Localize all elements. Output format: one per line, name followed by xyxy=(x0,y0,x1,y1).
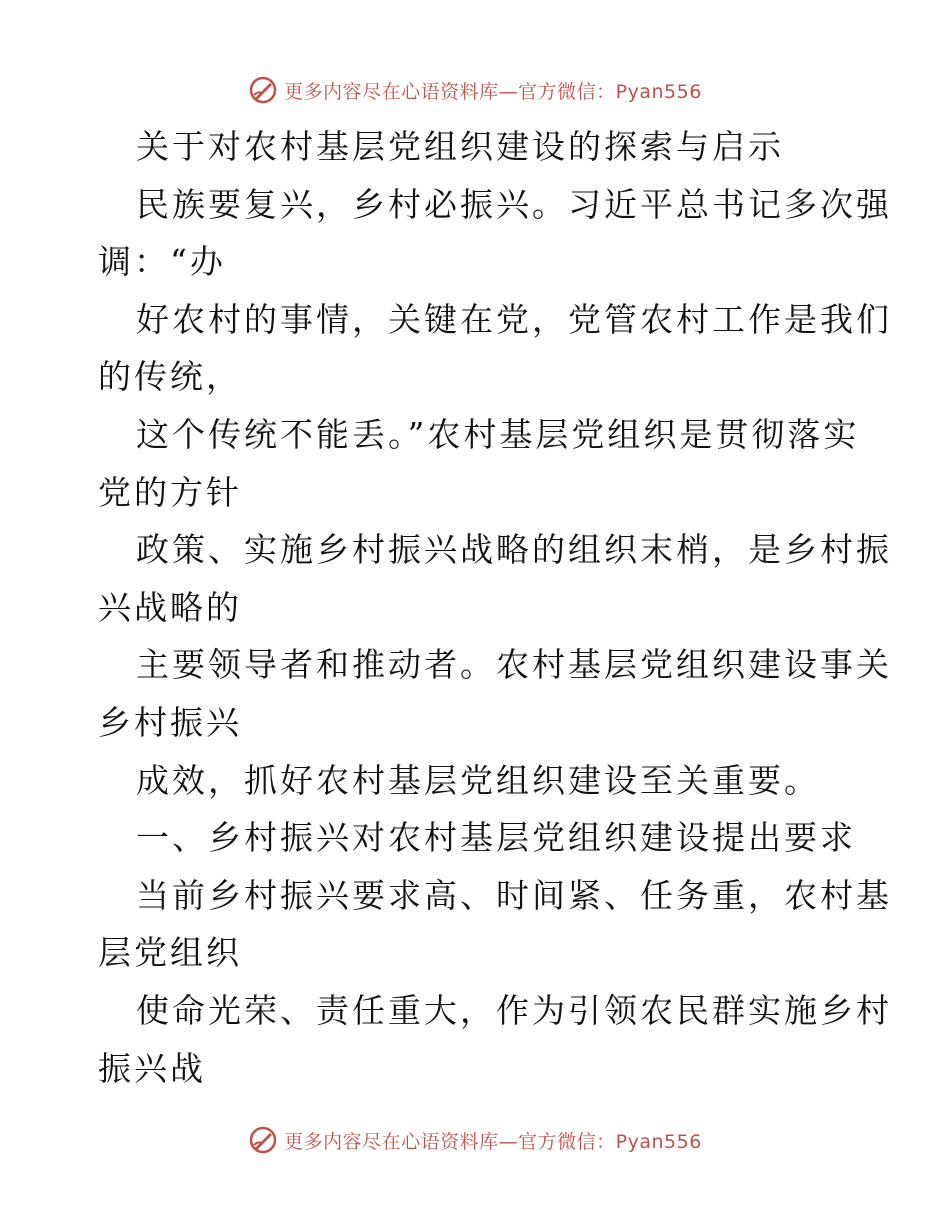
header-banner xyxy=(0,72,950,108)
quill-logo-icon xyxy=(248,75,278,105)
paragraph-line: 民族要复兴，乡村必振兴。习近平总书记多次强 xyxy=(136,184,892,224)
paragraph-line: 兴战略的 xyxy=(98,587,242,627)
paragraph-line: 的传统， xyxy=(98,357,242,397)
paragraph-line: 成效，抓好农村基层党组织建设至关重要。 xyxy=(136,760,820,800)
section-heading: 一、乡村振兴对农村基层党组织建设提出要求 xyxy=(136,818,856,858)
paragraph-line: 振兴战 xyxy=(98,1048,206,1088)
document-body xyxy=(98,118,892,1097)
footer-banner-text: 更多内容尽在心语资料库—官方微信：Pyan556 xyxy=(284,1130,702,1153)
footer-banner xyxy=(0,1122,950,1158)
paragraph-line: 调：“办 xyxy=(98,242,226,282)
paragraph-line: 政策、实施乡村振兴战略的组织末梢，是乡村振 xyxy=(136,530,892,570)
paragraph-line: 好农村的事情，关键在党，党管农村工作是我们 xyxy=(136,299,892,339)
paragraph-line: 当前乡村振兴要求高、时间紧、任务重，农村基 xyxy=(136,875,892,915)
header-banner-text: 更多内容尽在心语资料库—官方微信：Pyan556 xyxy=(284,80,702,103)
paragraph-line: 党的方针 xyxy=(98,472,242,512)
quill-logo-icon xyxy=(248,1125,278,1155)
paragraph-line: 使命光荣、责任重大，作为引领农民群实施乡村 xyxy=(136,990,892,1030)
document-title: 关于对农村基层党组织建设的探索与启示 xyxy=(136,127,784,166)
paragraph-line: 层党组织 xyxy=(98,933,242,973)
paragraph-line: 主要领导者和推动者。农村基层党组织建设事关 xyxy=(136,645,892,685)
paragraph-line: 乡村振兴 xyxy=(98,702,242,742)
paragraph-line: 这个传统不能丢。”农村基层党组织是贯彻落实 xyxy=(136,414,860,454)
